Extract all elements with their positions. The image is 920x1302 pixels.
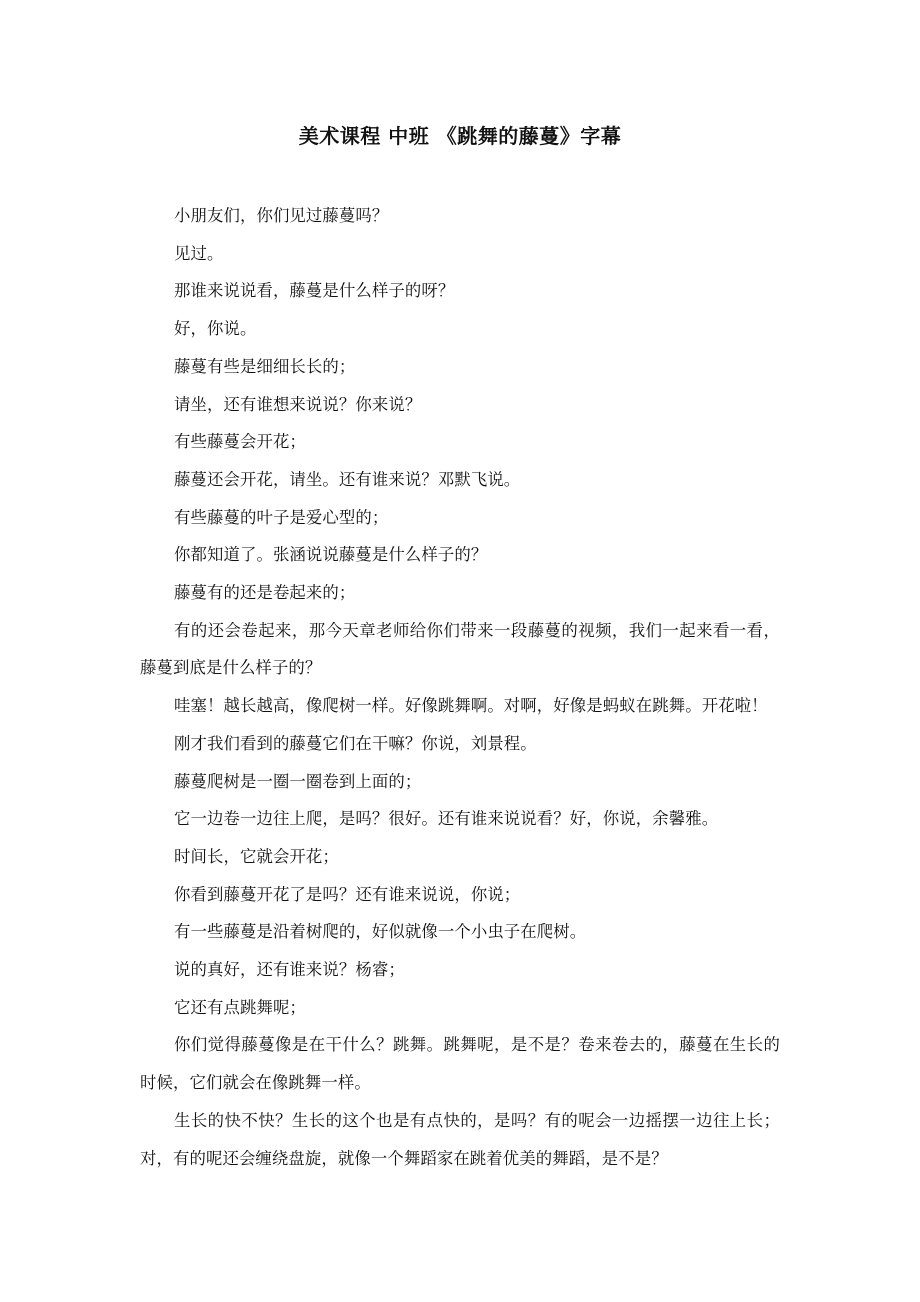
paragraph: 你看到藤蔓开花了是吗？还有谁来说说，你说； [174, 884, 521, 904]
paragraph: 哇塞！越长越高，像爬树一样。好像跳舞啊。对啊，好像是蚂蚁在跳舞。开花啦！ [174, 696, 768, 716]
paragraph: 有些藤蔓的叶子是爱心型的； [174, 507, 389, 527]
paragraph: 有的还会卷起来，那今天章老师给你们带来一段藤蔓的视频，我们一起来看一看，藤蔓到底是什么样子的？ [140, 620, 780, 678]
paragraph: 时间长，它就会开花； [174, 846, 339, 866]
paragraph: 你都知道了。张涵说说藤蔓是什么样子的？ [174, 545, 488, 565]
paragraph: 见过。 [174, 243, 224, 263]
paragraph: 它一边卷一边往上爬，是吗？很好。还有谁来说说看？好，你说，余馨雅。 [174, 809, 719, 829]
paragraph: 好，你说。 [174, 319, 257, 339]
document-title: 美术课程 中班 《跳舞的藤蔓》字幕 [298, 124, 622, 148]
paragraph: 小朋友们，你们见过藤蔓吗？ [174, 206, 389, 225]
paragraph: 那谁来说说看，藤蔓是什么样子的呀？ [174, 281, 455, 301]
paragraph: 有些藤蔓会开花； [174, 432, 306, 452]
paragraph: 刚才我们看到的藤蔓它们在干嘛？你说，刘景程。 [174, 733, 537, 753]
paragraph: 请坐，还有谁想来说说？你来说？ [174, 394, 422, 414]
paragraph: 藤蔓爬树是一圈一圈卷到上面的； [174, 771, 422, 791]
paragraph: 藤蔓有的还是卷起来的； [174, 583, 356, 603]
paragraph: 你们觉得藤蔓像是在干什么？跳舞。跳舞呢，是不是？卷来卷去的，藤蔓在生长的时候，它们就会在像跳舞一样。 [140, 1035, 780, 1093]
paragraph: 生长的快不快？生长的这个也是有点快的，是吗？有的呢会一边摇摆一边往上长；对，有的呢还会缠绕盘旋，就像一个舞蹈家在跳着优美的舞蹈，是不是？ [140, 1110, 780, 1168]
paragraph: 藤蔓有些是细细长长的； [174, 356, 356, 376]
paragraph: 它还有点跳舞呢； [174, 997, 306, 1017]
paragraph: 说的真好，还有谁来说？杨睿； [174, 960, 405, 980]
paragraph: 有一些藤蔓是沿着树爬的，好似就像一个小虫子在爬树。 [174, 922, 587, 942]
transcript-body [140, 197, 780, 1177]
paragraph: 藤蔓还会开花，请坐。还有谁来说？邓默飞说。 [174, 469, 521, 489]
